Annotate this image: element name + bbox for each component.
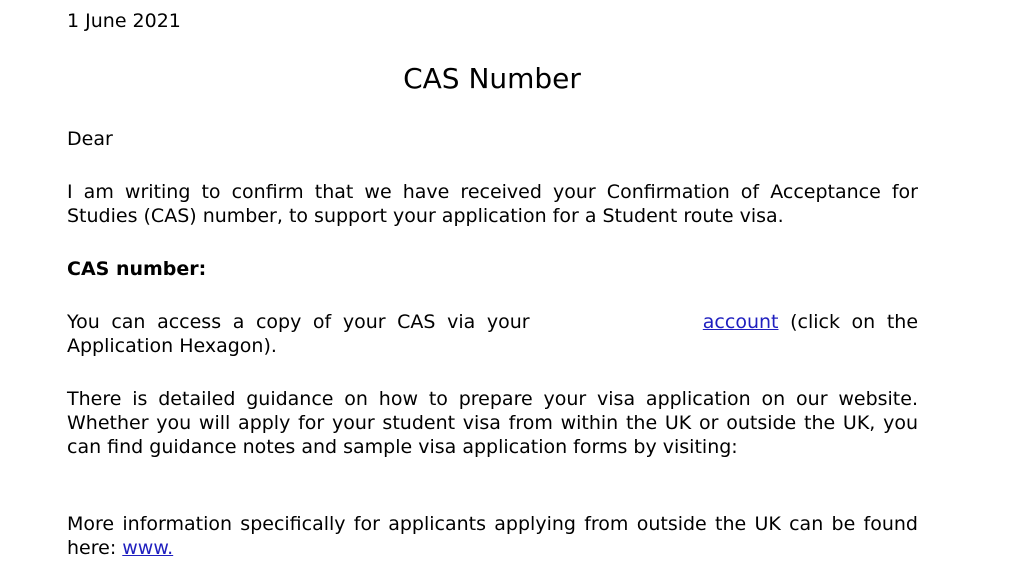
confirmation-paragraph: I am writing to confirm that we have received your Confirmation of Acceptance for Studies (CAS) number, to support your application for a Student route visa. xyxy=(67,181,918,227)
cas-number-label: CAS number: xyxy=(67,258,207,280)
cas-access-text-after: (click on the Application Hexagon). xyxy=(67,311,919,357)
website-link[interactable]: www. xyxy=(122,537,174,559)
outside-uk-paragraph xyxy=(67,512,918,560)
letter-date: 1 June 2021 xyxy=(67,10,181,32)
account-link[interactable]: account xyxy=(702,311,779,333)
cas-access-text: You can access a copy of your CAS via your xyxy=(67,311,530,333)
outside-uk-text: More information specifically for applicants applying from outside the UK can be found here: xyxy=(67,513,918,559)
cas-access-paragraph xyxy=(67,310,918,358)
greeting: Dear xyxy=(67,128,113,150)
visa-guidance-paragraph: There is detailed guidance on how to prepare your visa application on our website. Whether you will apply for your student visa from within the UK or outside the UK, you can find guidance notes and sample visa application forms by visiting: xyxy=(67,388,918,458)
letter-title: CAS Number xyxy=(403,62,581,95)
